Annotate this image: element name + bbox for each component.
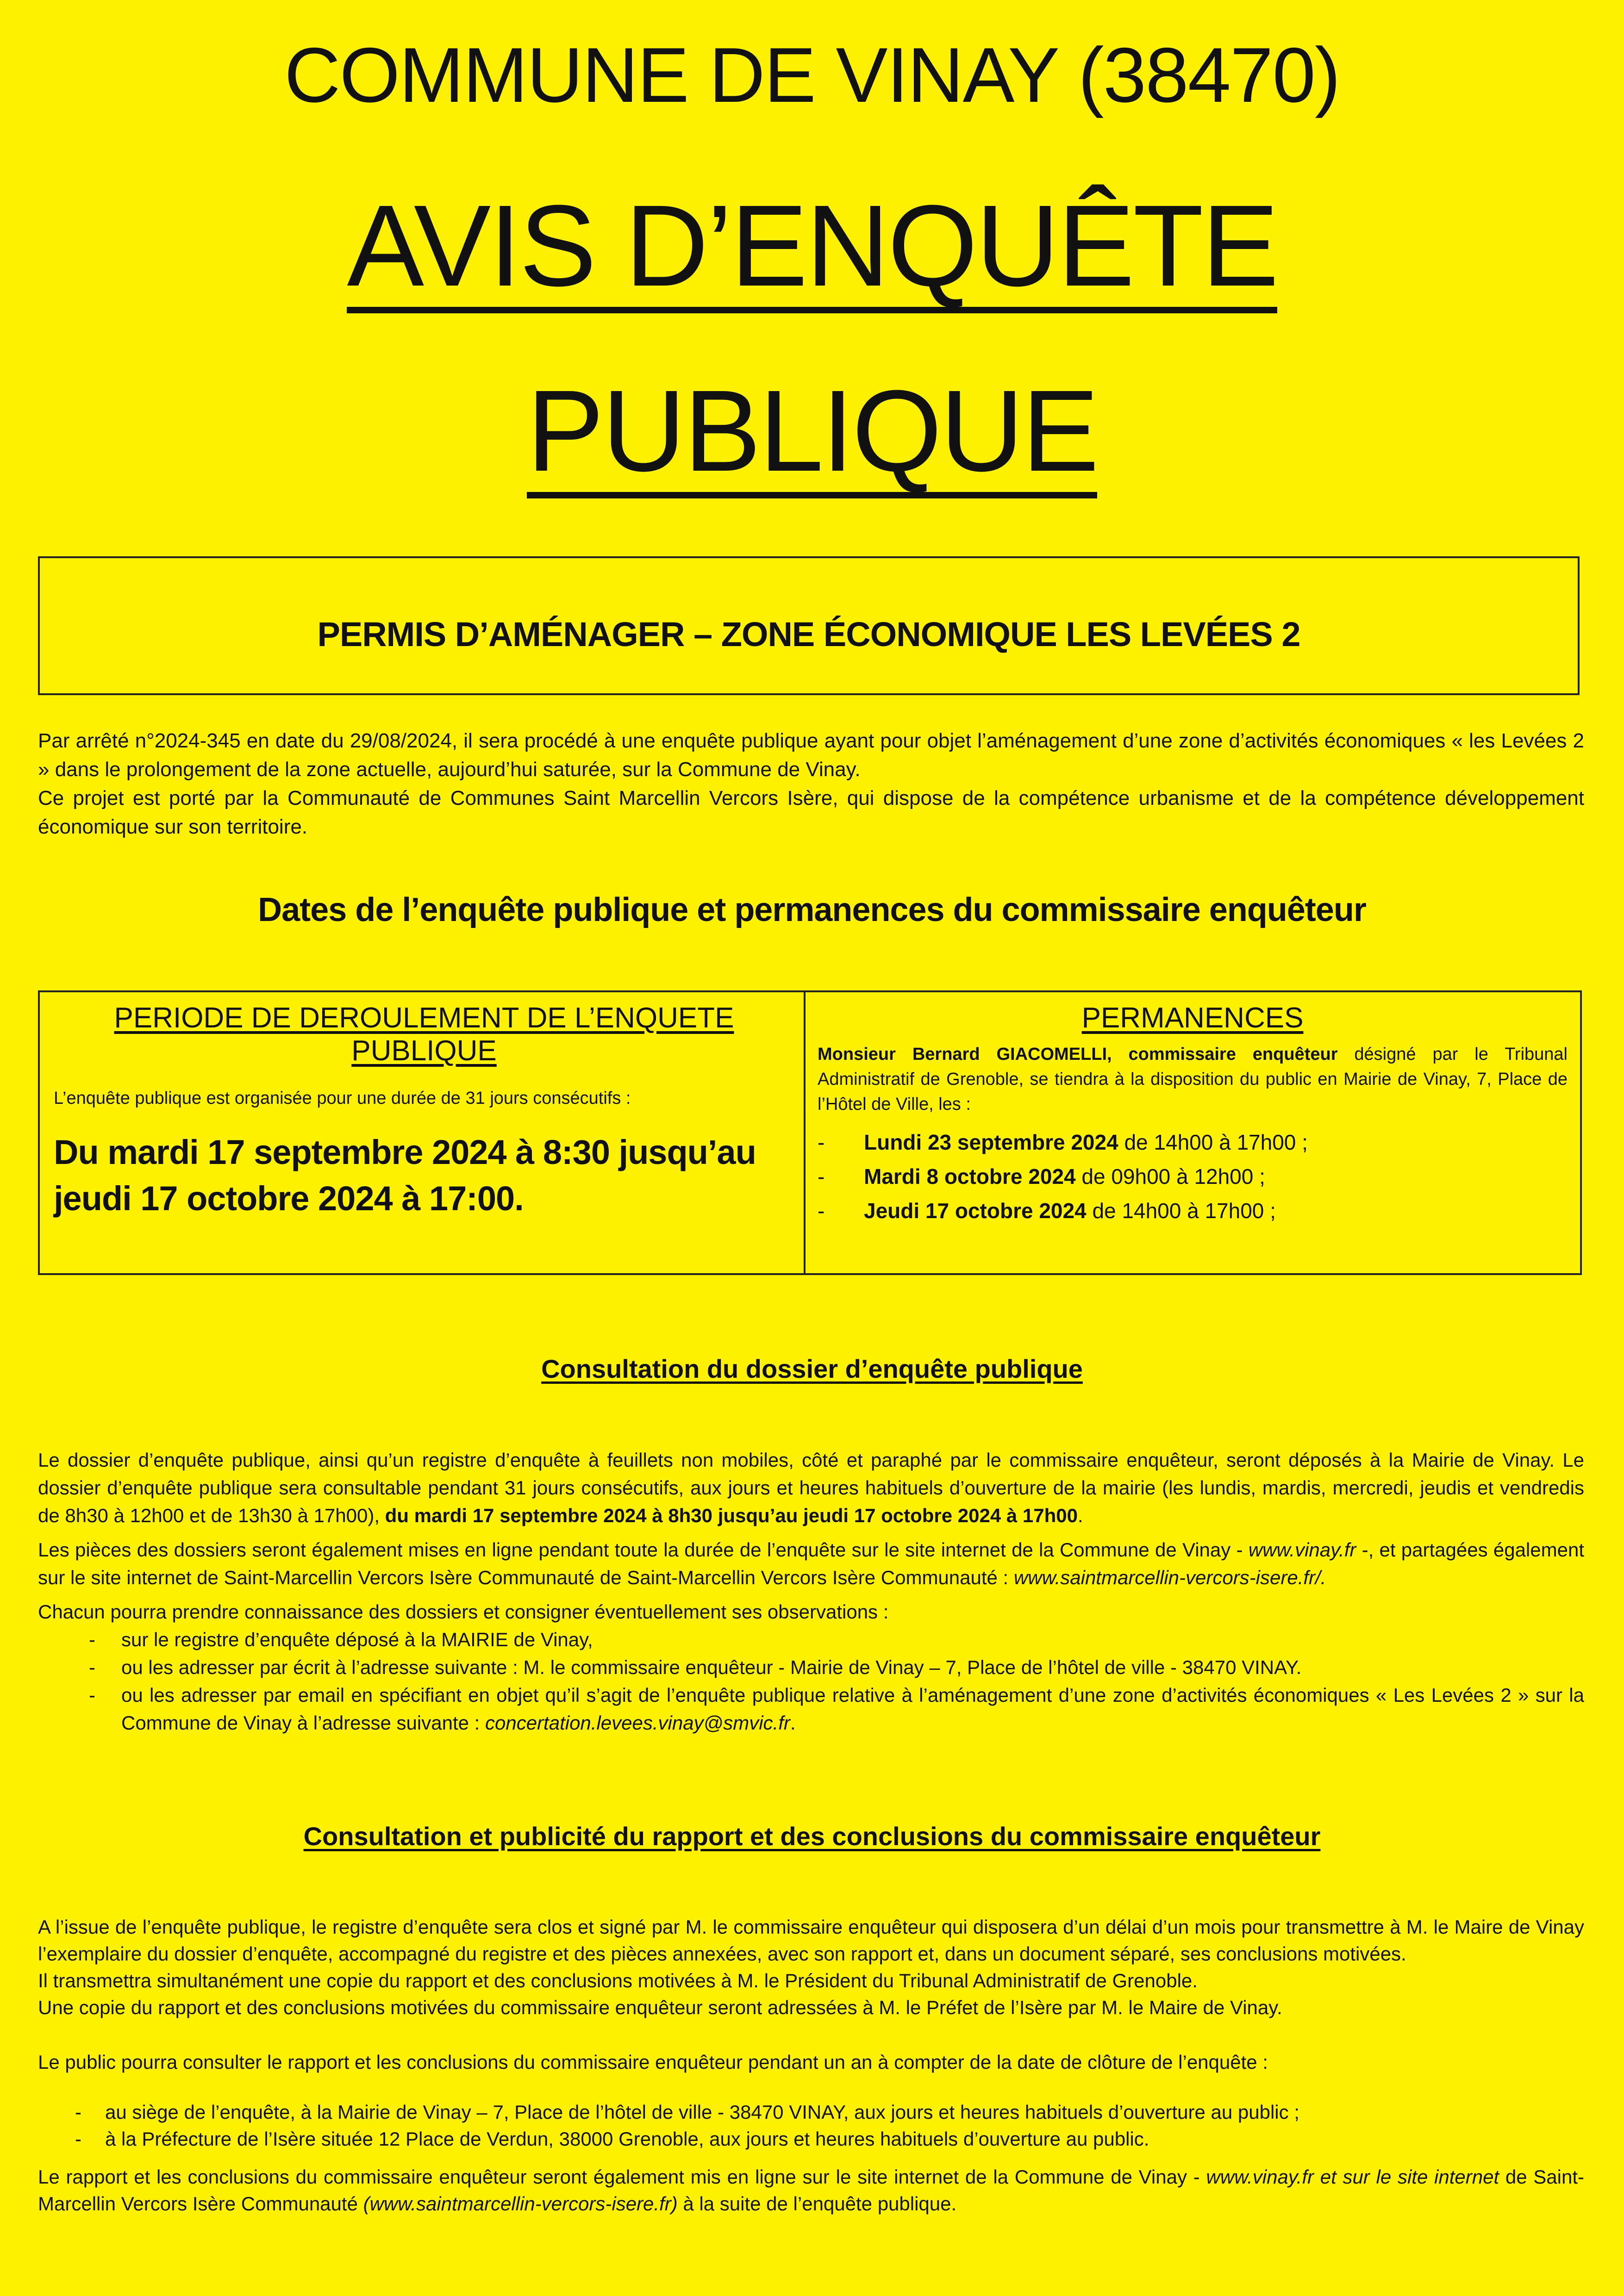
- email-link[interactable]: concertation.levees.vinay@smvic.fr: [485, 1712, 790, 1734]
- permanences-list: [818, 1125, 1568, 1228]
- dates-section-title: Dates de l’enquête publique et permanences du commissaire enquêteur: [258, 891, 1366, 928]
- smvic-website-link[interactable]: www.saintmarcellin-vercors-isere.fr/.: [1013, 1567, 1326, 1588]
- report-paragraph-4: Le public pourra consulter le rapport et les conclusions du commissaire enquêteur pendant un an à compter de la date de clôture de l’enquête :: [38, 2051, 1268, 2073]
- intro-paragraph-2: Ce projet est porté par la Communauté de Communes Saint Marcellin Vercors Isère, qui dispose de la compétence urbanisme et de la compétence développement économique sur son territoire.: [38, 787, 1584, 838]
- commissioner-name: Monsieur Bernard GIACOMELLI, commissaire enquêteur: [818, 1045, 1338, 1064]
- report-paragraph-3: Une copie du rapport et des conclusions motivées du commissaire enquêteur seront adressées à M. le Préfet de l’Isère par M. le Maire de Vinay.: [38, 1997, 1282, 2018]
- consultation-paragraph-2: Les pièces des dossiers seront également mises en ligne pendant toute la durée de l’enquête sur le site internet de la Commune de Vinay - www.vinay.fr -, et partagées également sur le site internet de Saint-Marcellin Vercors Isère Communauté de Saint-Marcellin Vercors Isère Communauté : www.saintmarcellin-vercors-isere.fr/.: [38, 1539, 1584, 1588]
- report-locations-list: [38, 2099, 1584, 2153]
- vinay-website-link[interactable]: www.vinay.fr et sur le site internet: [1206, 2166, 1499, 2188]
- period-column: [54, 1002, 794, 1222]
- permanences-intro: Monsieur Bernard GIACOMELLI, commissaire enquêteur désigné par le Tribunal Administratif de Grenoble, se tiendra à la disposition du public en Mairie de Vinay, 7, Place de l’Hôtel de Ville, les :: [818, 1045, 1568, 1114]
- consultation-title: Consultation du dossier d’enquête publique: [541, 1354, 1083, 1383]
- consultation-paragraph-1: Le dossier d’enquête publique, ainsi qu’un registre d’enquête à feuillets non mobiles, côté et paraphé par le commissaire enquêteur, seront déposés à la Mairie de Vinay. Le dossier d’enquête publique sera consultable pendant 31 jours consécutifs, aux jours et heures habituels d’ouverture de la mairie (les lundis, mardis, mercredi, jeudis et vendredis de 8h30 à 12h00 et de 13h30 à 17h00), du mardi 17 septembre 2024 à 8h30 jusqu’au jeudi 17 octobre 2024 à 17h00.: [38, 1449, 1584, 1526]
- period-intro: L’enquête publique est organisée pour une durée de 31 jours consécutifs :: [54, 1089, 631, 1108]
- list-item: - ou les adresser par écrit à l’adresse suivante : M. le commissaire enquêteur - Mairie de Vinay – 7, Place de l’hôtel de ville - 38470 VINAY.: [89, 1656, 1302, 1678]
- consultation-paragraph-3: Chacun pourra prendre connaissance des dossiers et consigner éventuellement ses observations :: [38, 1601, 889, 1623]
- report-title: Consultation et publicité du rapport et des conclusions du commissaire enquêteur: [303, 1822, 1321, 1851]
- intro-section: [38, 727, 1584, 841]
- list-item: - sur le registre d’enquête déposé à la MAIRIE de Vinay,: [89, 1629, 593, 1650]
- report-paragraph-1: A l’issue de l’enquête publique, le registre d’enquête sera clos et signé par M. le commissaire enquêteur qui disposera d’un délai d’un mois pour transmettre à M. le Maire de Vinay l’exemplaire du dossier d’enquête, accompagné du registre et des pièces annexées, avec son rapport et, dans un document séparé, ses conclusions motivées.: [38, 1916, 1584, 1965]
- dates-box: [38, 990, 1582, 1275]
- subject-title: PERMIS D’AMÉNAGER – ZONE ÉCONOMIQUE LES LEVÉES 2: [317, 615, 1300, 653]
- permanence-item: - Mardi 8 octobre 2024 de 09h00 à 12h00 ;: [818, 1164, 1265, 1188]
- smvic-website-link[interactable]: (www.saintmarcellin-vercors-isere.fr): [363, 2193, 678, 2215]
- subject-box: [38, 556, 1580, 695]
- list-item: - à la Préfecture de l’Isère située 12 Place de Verdun, 38000 Grenoble, aux jours et heures habituels d’ouverture au public.: [75, 2128, 1149, 2150]
- column-divider: [804, 992, 806, 1273]
- period-dates: Du mardi 17 septembre 2024 à 8:30 jusqu’au jeudi 17 octobre 2024 à 17:00.: [54, 1133, 756, 1218]
- report-paragraph-5: Le rapport et les conclusions du commissaire enquêteur seront également mis en ligne sur le site internet de la Commune de Vinay - www.vinay.fr et sur le site internet de Saint-Marcellin Vercors Isère Communauté (www.saintmarcellin-vercors-isere.fr) à la suite de l’enquête publique.: [38, 2166, 1585, 2215]
- title-line-1: AVIS D’ENQUÊTE: [0, 185, 1624, 313]
- permanences-title: PERMANENCES: [1081, 1002, 1304, 1034]
- report-section: [38, 1914, 1584, 2217]
- period-title: PERIODE DE DEROULEMENT DE L’ENQUETE PUBLIQUE: [114, 1002, 734, 1067]
- list-item: - au siège de l’enquête, à la Mairie de Vinay – 7, Place de l’hôtel de ville - 38470 VINAY, aux jours et heures habituels d’ouverture au public ;: [75, 2101, 1299, 2123]
- commune-heading: COMMUNE DE VINAY (38470): [284, 31, 1340, 118]
- observation-methods-list: [38, 1626, 1584, 1737]
- permanences-column: [818, 1002, 1568, 1228]
- report-paragraph-2: Il transmettra simultanément une copie du rapport et des conclusions motivées à M. le Président du Tribunal Administratif de Grenoble.: [38, 1970, 1198, 1991]
- list-item: - ou les adresser par email en spécifiant en objet qu’il s’agit de l’enquête publique relative à l’aménagement d’une zone d’activités économiques « Les Levées 2 » sur la Commune de Vinay à l’adresse suivante : concertation.levees.vinay@smvic.fr.: [89, 1684, 1584, 1734]
- vinay-website-link[interactable]: www.vinay.fr: [1248, 1539, 1356, 1561]
- permanence-item: - Lundi 23 septembre 2024 de 14h00 à 17h00 ;: [818, 1130, 1308, 1154]
- title-line-2: PUBLIQUE: [0, 370, 1624, 498]
- consultation-section: [38, 1446, 1584, 1737]
- intro-paragraph-1: Par arrêté n°2024-345 en date du 29/08/2024, il sera procédé à une enquête publique ayant pour objet l’aménagement d’une zone d’activités économiques « les Levées 2 » dans le prolongement de la zone actuelle, aujourd’hui saturée, sur la Commune de Vinay.: [38, 729, 1584, 781]
- permanence-item: - Jeudi 17 octobre 2024 de 14h00 à 17h00 ;: [818, 1199, 1276, 1223]
